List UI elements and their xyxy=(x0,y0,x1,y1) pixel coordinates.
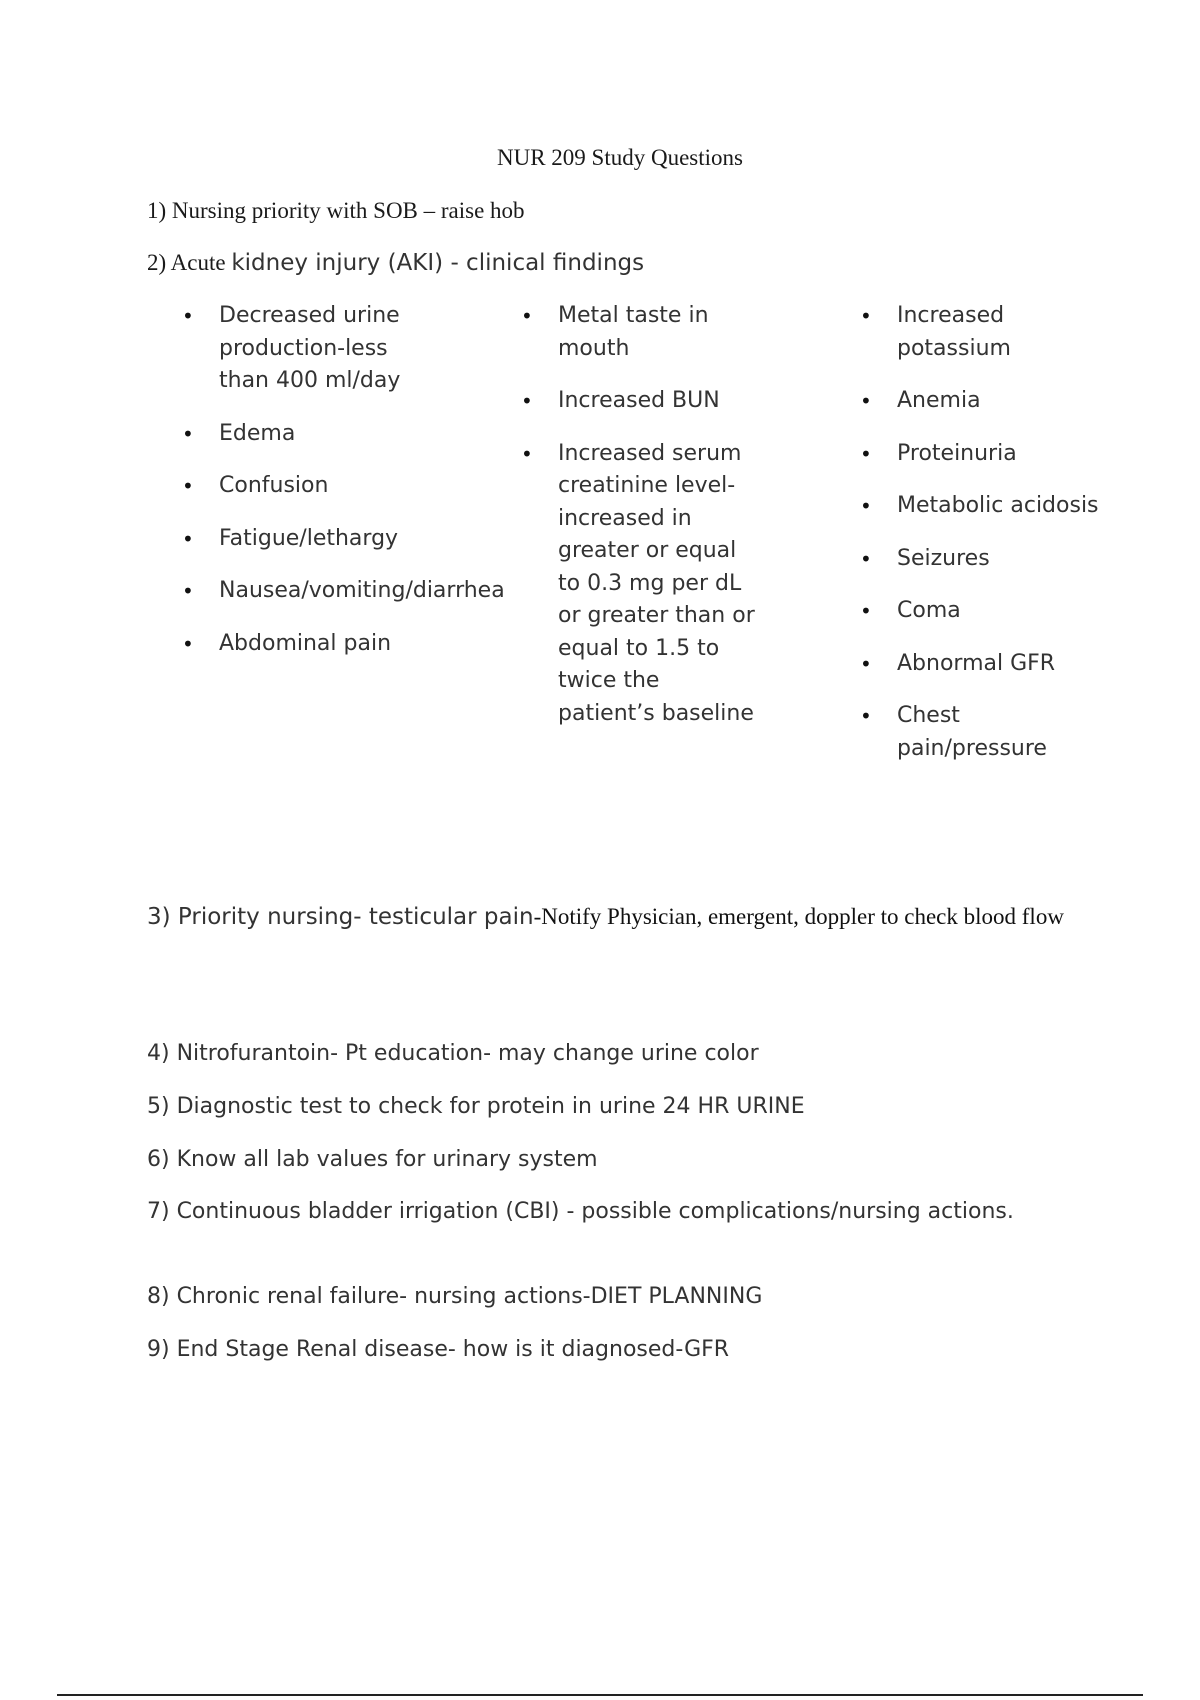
findings-column-3 xyxy=(897,300,1112,785)
question-3-answer: -Notify Physician, emergent, doppler to check blood flow xyxy=(533,904,1064,929)
findings-column-1 xyxy=(219,300,505,680)
list-item: • Increased potassium xyxy=(897,300,1112,365)
list-item: • Decreased urine production-less than 400 ml/day xyxy=(219,300,419,398)
list-item: • Coma xyxy=(897,595,1112,628)
page-bottom-divider xyxy=(57,1694,1143,1696)
list-item: • Edema xyxy=(219,418,419,451)
findings-column-2 xyxy=(558,300,763,750)
question-2 xyxy=(147,250,644,276)
question-2-text: kidney injury (AKI) - clinical findings xyxy=(231,250,645,276)
question-5: 5) Diagnostic test to check for protein in urine 24 HR URINE xyxy=(147,1094,805,1119)
list-item: • Metabolic acidosis xyxy=(897,490,1112,523)
question-3-prompt: 3) Priority nursing- testicular pain xyxy=(147,904,534,930)
list-item: • Increased BUN xyxy=(558,385,763,418)
list-item: • Increased serum creatinine level-increased in greater or equal to 0.3 mg per dL or greater than or equal to 1.5 to twice the patient’s baseline xyxy=(558,438,763,731)
list-item: • Seizures xyxy=(897,543,1112,576)
list-item: • Confusion xyxy=(219,470,419,503)
list-item: • Fatigue/lethargy xyxy=(219,523,419,556)
aki-findings-columns xyxy=(0,300,1200,840)
list-item: • Nausea/vomiting/diarrhea xyxy=(219,575,419,608)
question-8: 8) Chronic renal failure- nursing actions-DIET PLANNING xyxy=(147,1284,763,1309)
document-title: NUR 209 Study Questions xyxy=(497,145,743,170)
question-4: 4) Nitrofurantoin- Pt education- may change urine color xyxy=(147,1041,759,1066)
question-1: 1) Nursing priority with SOB – raise hob xyxy=(147,198,525,223)
list-item: • Metal taste in mouth xyxy=(558,300,763,365)
question-2-number: 2) Acute xyxy=(147,250,232,275)
list-item: • Proteinuria xyxy=(897,438,1112,471)
question-6: 6) Know all lab values for urinary system xyxy=(147,1147,598,1172)
list-item: • Abnormal GFR xyxy=(897,648,1112,681)
list-item: • Chest pain/pressure xyxy=(897,700,1112,765)
question-7: 7) Continuous bladder irrigation (CBI) - possible complications/nursing actions. xyxy=(147,1199,1014,1224)
question-9: 9) End Stage Renal disease- how is it diagnosed-GFR xyxy=(147,1337,730,1362)
list-item: • Abdominal pain xyxy=(219,628,419,661)
list-item: • Anemia xyxy=(897,385,1112,418)
question-3 xyxy=(147,900,1087,934)
